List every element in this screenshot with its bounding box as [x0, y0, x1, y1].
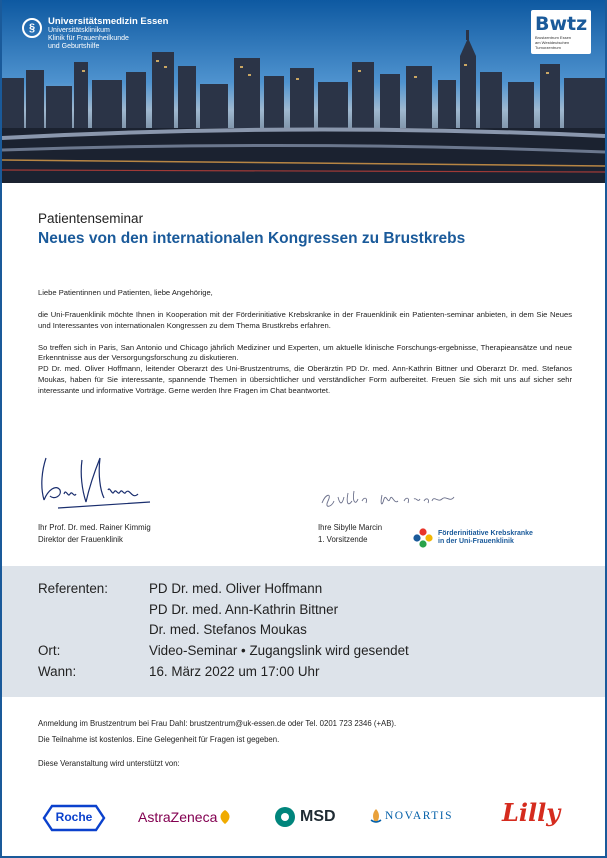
free-participation-line: Die Teilnahme ist kostenlos. Eine Gelegenheit für Fragen ist gegeben.	[38, 735, 280, 744]
clinic-line-2: Klinik für Frauenheilkunde	[48, 35, 129, 42]
ort-label: Ort:	[38, 643, 61, 659]
clinic-line-3: und Geburtshilfe	[48, 43, 100, 50]
foerderinitiative-line-2: in der Uni-Frauenklinik	[438, 538, 514, 545]
letter-greeting: Liebe Patientinnen und Patienten, liebe Angehörige,	[38, 288, 213, 297]
signer-left-name: Ihr Prof. Dr. med. Rainer Kimmig	[38, 523, 151, 532]
referent-row-2	[38, 599, 409, 620]
lilly-text: Lilly	[502, 798, 561, 827]
page-subtitle: Patientenseminar	[38, 211, 144, 226]
letter-paragraph-3: PD Dr. med. Oliver Hoffmann, leitender Oberarzt des Uni-Brustzentrums, die Oberärztin PD Dr. med. Ann-Kathrin Bittner und Oberarzt Dr. med. Stefanos Moukas, haben für Sie interessante, spannende Themen in übersichtlicher und verständlicher Form aufbereitet. Freuen Sie sich mit uns auf sicher sehr interessante und informative Vorträge. Gerne werden Ihre Fragen im Chat beantwortet.	[38, 364, 572, 396]
bwtz-logo	[531, 10, 591, 54]
bwtz-logo-text: Bwtz	[535, 13, 588, 35]
novartis-flame-icon	[370, 808, 382, 824]
sponsors-intro: Diese Veranstaltung wird unterstützt von:	[38, 759, 180, 768]
msd-emblem-icon	[274, 806, 296, 828]
page-title: Neues von den internationalen Kongressen zu Brustkrebs	[38, 230, 466, 247]
registration-line: Anmeldung im Brustzentrum bei Frau Dahl: brustzentrum@uk-essen.de oder Tel. 0201 723 2346 (+AB).	[38, 719, 397, 728]
referent-2: PD Dr. med. Ann-Kathrin Bittner	[149, 601, 339, 617]
signer-right-name: Ihre Sibylle Marcin	[318, 523, 383, 532]
letter-paragraph-2: So treffen sich in Paris, San Antonio und Chicago jährlich Mediziner und Experten, um aktuelle klinische Forschungs-ergebnisse, Therapieansätze und neue Erkenntnisse aus der Versorgungsforschung zu diskutieren.	[38, 342, 572, 363]
novartis-text: NOVARTIS	[385, 810, 453, 822]
letter-body	[38, 288, 572, 408]
wann-label: Wann:	[38, 664, 77, 680]
foerderinitiative-line-1: Förderinitiative Krebskranke	[438, 529, 533, 537]
foerderinitiative-emblem-icon	[412, 527, 434, 549]
msd-logo	[274, 806, 336, 828]
university-emblem-icon: §	[22, 18, 42, 38]
novartis-logo	[370, 808, 453, 824]
signer-left-role: Direktor der Frauenklinik	[38, 535, 123, 544]
clinic-line-1: Universitätsklinikum	[48, 27, 110, 34]
signer-left	[38, 522, 151, 546]
referent-3: Dr. med. Stefanos Moukas	[149, 622, 307, 638]
bwtz-sub-1: Brustzentrum Essen	[535, 35, 572, 40]
sponsor-logos	[38, 796, 572, 840]
astrazeneca-logo	[138, 809, 231, 825]
letter-paragraph-1: die Uni-Frauenklinik möchte Ihnen in Kooperation mit der Förderinitiative Krebskranke in der Frauenklinik ein Patienten-seminar anbieten, in dem Sie Neues und Interessantes von internationalen Kongressen zu dem Thema Brustkrebs erfahren.	[38, 309, 572, 330]
roche-text: Roche	[55, 810, 93, 824]
signer-right	[318, 522, 382, 546]
signature-marcin-image	[318, 483, 458, 513]
footer-text	[38, 716, 396, 772]
university-logo	[22, 16, 168, 51]
signer-right-role: 1. Vorsitzende	[318, 535, 368, 544]
event-info-table	[38, 578, 409, 682]
event-info-band	[2, 566, 605, 697]
referenten-label: Referenten:	[38, 580, 108, 596]
referent-1: PD Dr. med. Oliver Hoffmann	[149, 580, 323, 596]
foerderinitiative-logo	[412, 527, 533, 549]
astrazeneca-text: AstraZeneca	[138, 809, 218, 825]
roche-logo	[42, 804, 106, 832]
ort-row	[38, 640, 409, 661]
university-name: Universitätsmedizin Essen	[48, 16, 169, 27]
referent-row-1	[38, 578, 409, 599]
wann-value: 16. März 2022 um 17:00 Uhr	[149, 664, 320, 680]
msd-text: MSD	[300, 808, 336, 825]
astrazeneca-swirl-icon	[219, 809, 231, 825]
referent-row-3	[38, 620, 409, 641]
signature-kimmig-image	[38, 450, 158, 512]
title-block	[38, 211, 465, 248]
lilly-logo	[502, 798, 560, 827]
wann-row	[38, 661, 409, 682]
bwtz-sub-2: am Westdeutschen Tumorzentrum	[535, 40, 570, 50]
header-banner	[2, 0, 605, 183]
ort-value: Video-Seminar • Zugangslink wird gesendet	[149, 643, 409, 659]
